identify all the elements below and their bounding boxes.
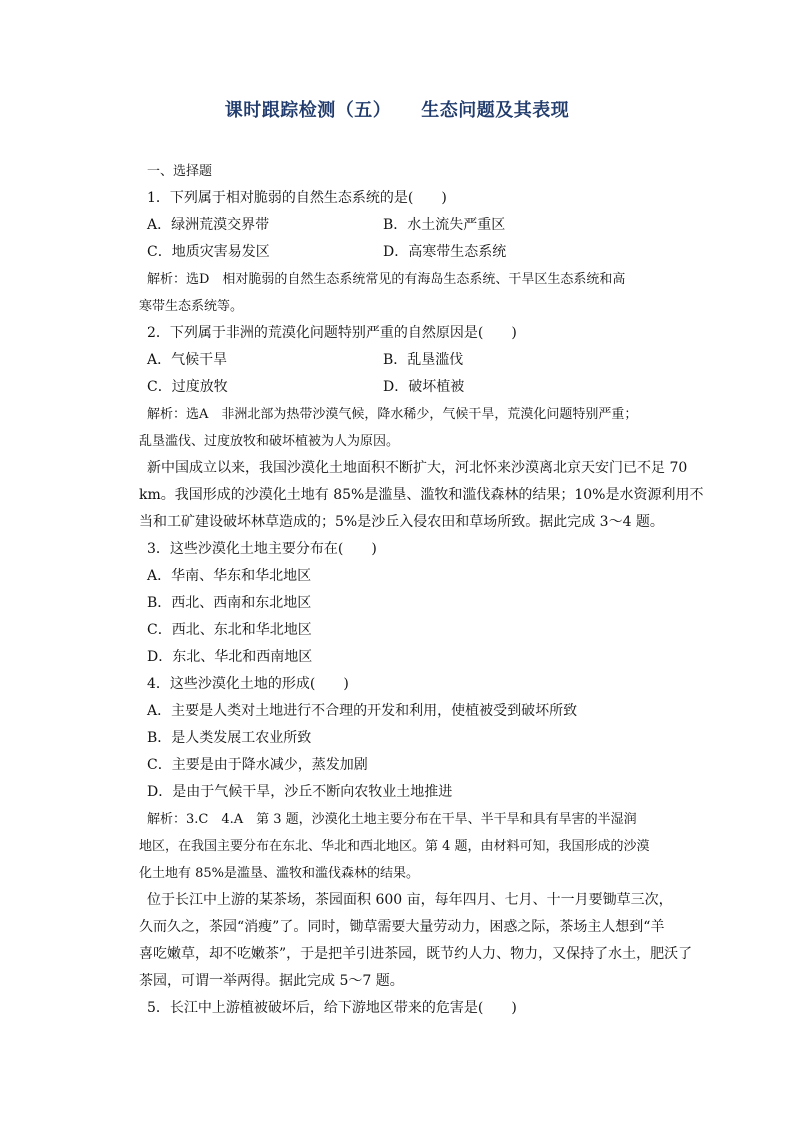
section-heading: 一、选择题 (147, 164, 213, 179)
question-2-explanation-line-1: 解析：选A 非洲北部为热带沙漠气候，降水稀少，气候干旱，荒漠化问题特别严重； (147, 407, 638, 422)
document-body (139, 158, 704, 1022)
question-2-option-c: C．过度放牧 (147, 379, 228, 395)
question-3-option-b: B．西北、西南和东北地区 (147, 595, 312, 611)
explanation-3-4-line-1: 解析：3.C 4.A 第 3 题，沙漠化土地主要分布在干旱、半干旱和具有旱害的半湿润 (147, 812, 637, 827)
question-2-option-a: A．气候干旱 (147, 352, 228, 368)
question-1-stem: 1．下列属于相对脆弱的自然生态系统的是( ) (147, 190, 447, 206)
question-3-stem: 3．这些沙漠化土地主要分布在( ) (147, 541, 377, 557)
material-2-line-3: 喜吃嫩草，却不吃嫩茶”，于是把羊引进茶园，既节约人力、物力，又保持了水土，肥沃了 (139, 946, 693, 962)
question-4-option-b: B．是人类发展工农业所致 (147, 730, 312, 746)
material-1-line-3: 当和工矿建设破坏林草造成的；5%是沙丘入侵农田和草场所致。据此完成 3～4 题。 (139, 514, 664, 530)
question-4-stem: 4．这些沙漠化土地的形成( ) (147, 676, 349, 692)
title-topic: 生态问题及其表现 (421, 100, 570, 121)
question-4-option-c: C．主要是由于降水减少，蒸发加剧 (147, 757, 368, 773)
question-3-option-c: C．西北、东北和华北地区 (147, 622, 312, 638)
question-2-explanation-line-2: 乱垦滥伐、过度放牧和破坏植被为人为原因。 (139, 434, 400, 449)
material-2-line-2: 久而久之，茶园“消瘦”了。同时，锄草需要大量劳动力，困惑之际，茶场主人想到“羊 (139, 919, 665, 935)
question-1-options-row-1 (147, 212, 677, 239)
question-1-options-row-2 (147, 239, 677, 266)
explanation-3-4-line-3: 化土地有 85%是滥垦、滥牧和滥伐森林的结果。 (139, 866, 420, 881)
question-3-option-a: A．华南、华东和华北地区 (147, 568, 312, 584)
question-2-options-row-2 (147, 374, 677, 401)
question-4-option-a: A．主要是人类对土地进行不合理的开发和利用，使植被受到破坏所致 (147, 703, 578, 719)
question-1-explanation-line-1: 解析：选D 相对脆弱的自然生态系统常见的有海岛生态系统、干旱区生态系统和高 (147, 272, 626, 287)
material-1-line-1: 新中国成立以来，我国沙漠化土地面积不断扩大，河北怀来沙漠离北京天安门已不足 70 (147, 460, 688, 476)
question-2-stem: 2．下列属于非洲的荒漠化问题特别严重的自然原因是( ) (147, 325, 517, 341)
title-main: 课时跟踪检测（五） (224, 100, 392, 121)
question-4-option-d: D．是由于气候干旱，沙丘不断向农牧业土地推进 (147, 784, 453, 800)
explanation-3-4-line-2: 地区，在我国主要分布在东北、华北和西北地区。第 4 题，由材料可知，我国形成的沙漠 (139, 839, 650, 854)
material-2-line-4: 茶园，可谓一举两得。据此完成 5～7 题。 (139, 973, 404, 989)
question-1-option-c: C．地质灾害易发区 (147, 244, 270, 260)
question-1-option-d: D．高寒带生态系统 (383, 244, 507, 260)
material-1-line-2: km。我国形成的沙漠化土地有 85%是滥垦、滥牧和滥伐森林的结果；10%是水资源利用不 (139, 487, 704, 503)
material-2-line-1: 位于长江中上游的某茶场，茶园面积 600 亩，每年四月、七月、十一月要锄草三次， (147, 892, 673, 908)
question-1-explanation-line-2: 寒带生态系统等。 (139, 299, 244, 314)
question-1-option-b: B．水土流失严重区 (383, 217, 506, 233)
question-1-option-a: A．绿洲荒漠交界带 (147, 217, 270, 233)
question-3-option-d: D．东北、华北和西南地区 (147, 649, 313, 665)
page-title (0, 96, 794, 122)
question-2-option-d: D．破坏植被 (383, 379, 465, 395)
question-2-options-row-1 (147, 347, 677, 374)
question-5-stem: 5．长江中上游植被破坏后，给下游地区带来的危害是( ) (147, 1000, 517, 1016)
question-2-option-b: B．乱垦滥伐 (383, 352, 464, 368)
